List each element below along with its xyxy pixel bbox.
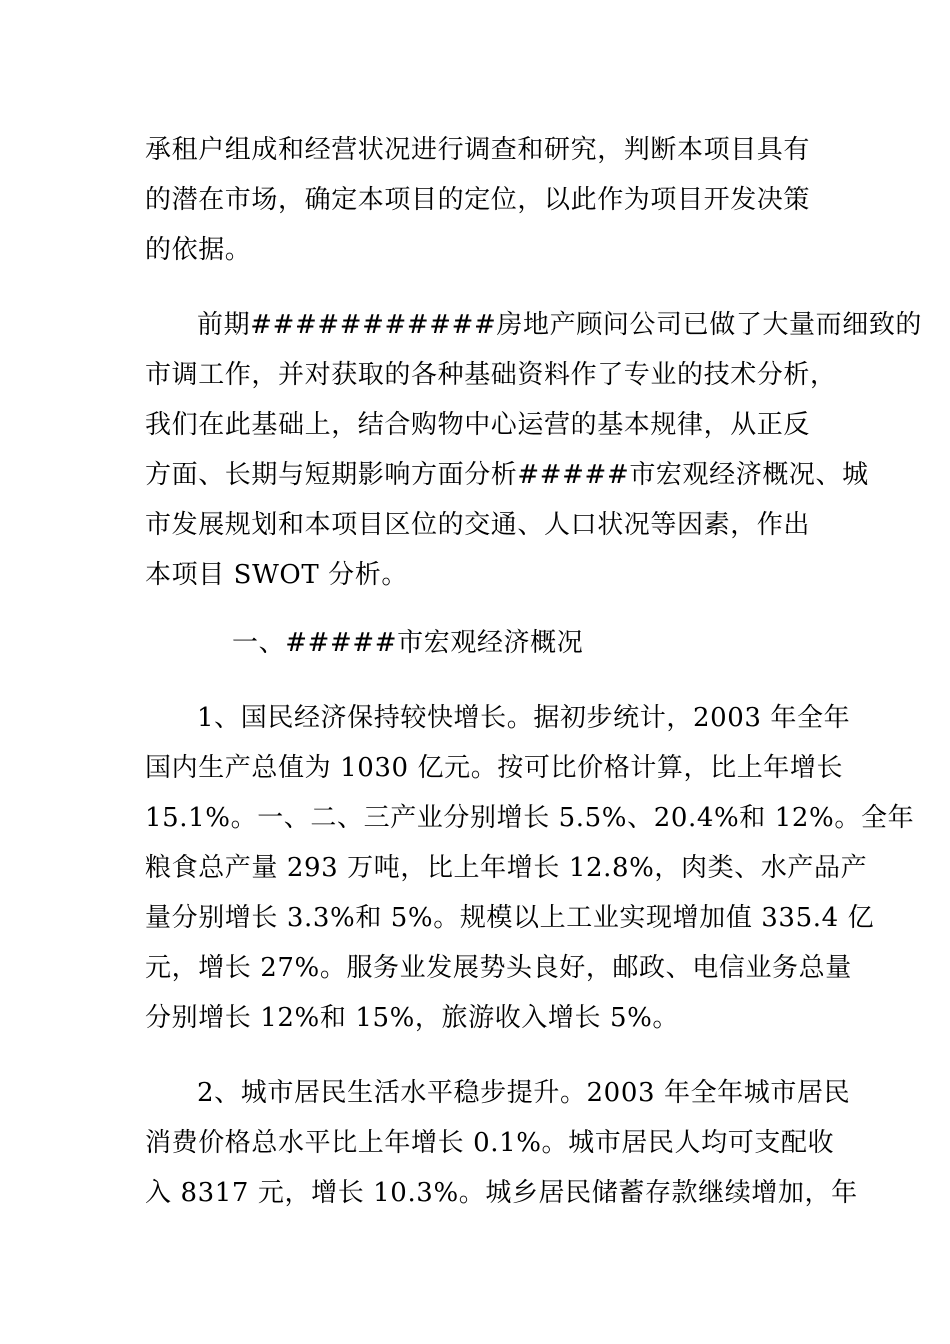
text-line: 承租户组成和经营状况进行调查和研究，判断本项目具有: [145, 135, 811, 165]
text-line: 粮食总产量 293 万吨，比上年增长 12.8%，肉类、水产品产: [145, 853, 868, 883]
text-line: 市发展规划和本项目区位的交通、人口状况等因素，作出: [145, 510, 811, 540]
text-line: 市调工作，并对获取的各种基础资料作了专业的技术分析，: [145, 360, 837, 390]
text-line: 的潜在市场，确定本项目的定位，以此作为项目开发决策: [145, 185, 811, 215]
text-line: 前期###########房地产顾问公司已做了大量而细致的: [197, 310, 923, 340]
text-line: 15.1%。一、二、三产业分别增长 5.5%、20.4%和 12%。全年: [145, 803, 915, 833]
text-line: 分别增长 12%和 15%，旅游收入增长 5%。: [145, 1003, 680, 1033]
text-line: 入 8317 元，增长 10.3%。城乡居民储蓄存款继续增加，年: [145, 1178, 858, 1208]
text-line: 2、城市居民生活水平稳步提升。2003 年全年城市居民: [197, 1078, 851, 1108]
text-line: 1、国民经济保持较快增长。据初步统计，2003 年全年: [197, 703, 851, 733]
text-line: 的依据。: [145, 235, 252, 265]
text-line: 我们在此基础上，结合购物中心运营的基本规律，从正反: [145, 410, 811, 440]
text-line: 国内生产总值为 1030 亿元。按可比价格计算，比上年增长: [145, 753, 844, 783]
text-line: 量分别增长 3.3%和 5%。规模以上工业实现增加值 335.4 亿: [145, 903, 875, 933]
text-line: 消费价格总水平比上年增长 0.1%。城市居民人均可支配收: [145, 1128, 835, 1158]
text-line: 本项目 SWOT 分析。: [145, 560, 408, 590]
text-line: 方面、长期与短期影响方面分析#####市宏观经济概况、城: [145, 460, 869, 490]
heading-text: 一、#####市宏观经济概况: [232, 628, 584, 658]
text-line: 元，增长 27%。服务业发展势头良好，邮政、电信业务总量: [145, 953, 852, 983]
